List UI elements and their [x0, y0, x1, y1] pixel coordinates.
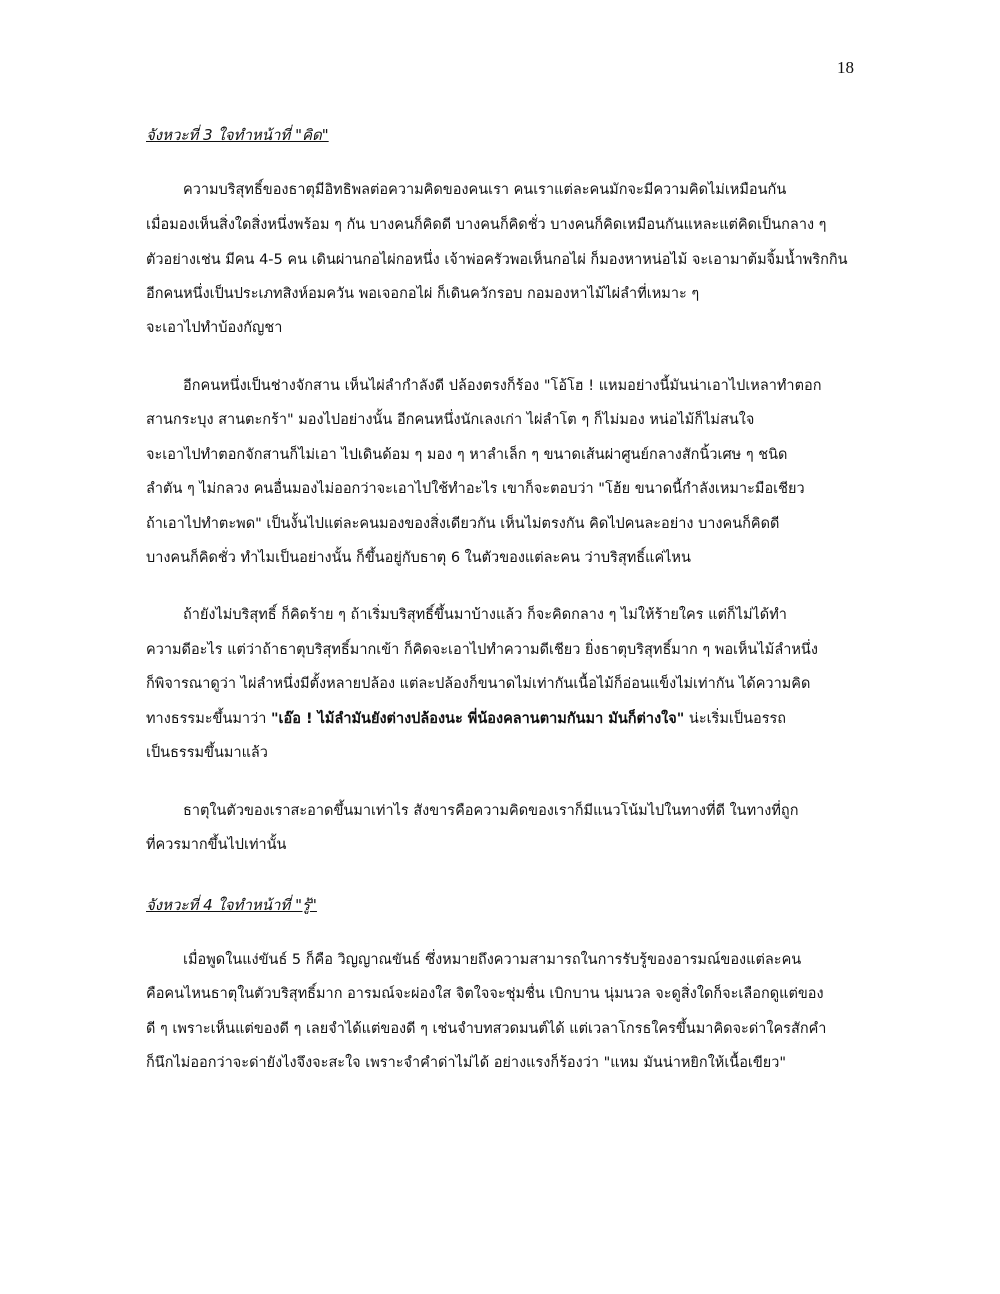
text-line: ลำตัน ๆ ไม่กลวง คนอื่นมองไม่ออกว่าจะเอาไปใช้ทำอะไร เขาก็จะตอบว่า "โฮ้ย ขนาดนี้กำลังเหมาะมือเชียว	[146, 481, 805, 497]
text-line-with-quote	[146, 709, 786, 729]
text-line: เมื่อพูดในแง่ขันธ์ 5 ก็คือ วิญญาณขันธ์ ซึ่งหมายถึงความสามารถในการรับรู้ของอารมณ์ของแต่ละคน	[183, 952, 802, 968]
line-prefix: ทางธรรมะขึ้นมาว่า	[146, 711, 271, 727]
text-line: ก็พิจารณาดูว่า ไผ่ลำหนึ่งมีตั้งหลายปล้อง แต่ละปล้องก็ขนาดไม่เท่ากันเนื้อไม้ก็อ่อนแข็งไม่เท่ากัน ได้ความคิด	[146, 676, 811, 692]
page-number: 18	[837, 58, 854, 77]
text-line: คือคนไหนธาตุในตัวบริสุทธิ์มาก อารมณ์จะผ่องใส จิตใจจะชุ่มชื่น เบิกบาน นุ่มนวล จะดูสิ่งใดก็จะเลือกดูแต่ของ	[146, 986, 824, 1002]
text-line: อีกคนหนึ่งเป็นประเภทสิงห์อมควัน พอเจอกอไผ่ ก็เดินควักรอบ กอมองหาไม้ไผ่ลำที่เหมาะ ๆ	[146, 286, 700, 302]
text-line: ถ้ายังไม่บริสุทธิ์ ก็คิดร้าย ๆ ถ้าเริ่มบริสุทธิ์ขึ้นมาบ้างแล้ว ก็จะคิดกลาง ๆ ไม่ให้ร้ายใคร แต่ก็ไม่ได้ทำ	[183, 607, 787, 623]
text-line: เมื่อมองเห็นสิ่งใดสิ่งหนึ่งพร้อม ๆ กัน บางคนก็คิดดี บางคนก็คิดชั่ว บางคนก็คิดเหมือนกันแหละแต่คิดเป็นกลาง ๆ	[146, 217, 827, 233]
section3-heading: จังหวะที่ 3 ใจทำหน้าที่ "คิด"	[146, 126, 329, 144]
text-line: ที่ควรมากขึ้นไปเท่านั้น	[146, 837, 287, 853]
text-line: ตัวอย่างเช่น มีคน 4-5 คน เดินผ่านกอไผ่กอหนึ่ง เจ้าพ่อครัวพอเห็นกอไผ่ ก็มองหาหน่อไม้ จะเอามาต้มจิ้มน้ำพริกกิน	[146, 252, 848, 268]
text-line: จะเอาไปทำบ้องกัญชา	[146, 320, 283, 336]
text-line: จะเอาไปทำตอกจักสานก็ไม่เอา ไปเดินด้อม ๆ มอง ๆ หาลำเล็ก ๆ ขนาดเส้นผ่าศูนย์กลางสักนิ้วเศษ ๆ ชนิด	[146, 447, 788, 463]
text-line: บางคนก็คิดชั่ว ทำไมเป็นอย่างนั้น ก็ขึ้นอยู่กับธาตุ 6 ในตัวของแต่ละคน ว่าบริสุทธิ์แค่ไหน	[146, 550, 691, 566]
section4-heading: จังหวะที่ 4 ใจทำหน้าที่ "รู้"	[146, 896, 317, 914]
text-line: สานกระบุง สานตะกร้า" มองไปอย่างนั้น อีกคนหนึ่งนักเลงเก่า ไผ่ลำโต ๆ ก็ไม่มอง หน่อไม้ก็ไม่สนใจ	[146, 412, 755, 428]
bold-quote: "เอ๊อ ! ไม้ลำมันยังต่างปล้องนะ พี่น้องคลานตามกันมา มันก็ต่างใจ"	[270, 711, 685, 727]
text-line: เป็นธรรมขึ้นมาแล้ว	[146, 745, 268, 761]
line-suffix: น่ะเริ่มเป็นอรรถ	[684, 711, 787, 727]
text-line: อีกคนหนึ่งเป็นช่างจักสาน เห็นไผ่ลำกำลังดี ปล้องตรงก็ร้อง "โอ้โฮ ! แหมอย่างนี้มันน่าเอาไปเหลาทำตอก	[183, 378, 822, 394]
text-line: ถ้าเอาไปทำตะพด" เป็นงั้นไปแต่ละคนมองของสิ่งเดียวกัน เห็นไม่ตรงกัน คิดไปคนละอย่าง บางคนก็คิดดี	[146, 516, 780, 532]
text-line: ก็นึกไม่ออกว่าจะด่ายังไงจึงจะสะใจ เพราะจำคำด่าไม่ได้ อย่างแรงก็ร้องว่า "แหม มันน่าหยิกให้เนื้อเขียว"	[146, 1055, 787, 1071]
text-line: ธาตุในตัวของเราสะอาดขึ้นมาเท่าไร สังขารคือความคิดของเราก็มีแนวโน้มไปในทางที่ดี ในทางที่ถูก	[183, 803, 799, 819]
text-line: ความดีอะไร แต่ว่าถ้าธาตุบริสุทธิ์มากเข้า ก็คิดจะเอาไปทำความดีเชียว ยิ่งธาตุบริสุทธิ์มาก ๆ พอเห็นไม้ลำหนึ่ง	[146, 642, 818, 658]
text-line: ความบริสุทธิ์ของธาตุมีอิทธิพลต่อความคิดของคนเรา คนเราแต่ละคนมักจะมีความคิดไม่เหมือนกัน	[183, 182, 787, 198]
text-line: ดี ๆ เพราะเห็นแต่ของดี ๆ เลยจำได้แต่ของดี ๆ เช่นจำบทสวดมนต์ได้ แต่เวลาโกรธใครขึ้นมาคิดจะด่าใครสักคำ	[146, 1021, 827, 1037]
